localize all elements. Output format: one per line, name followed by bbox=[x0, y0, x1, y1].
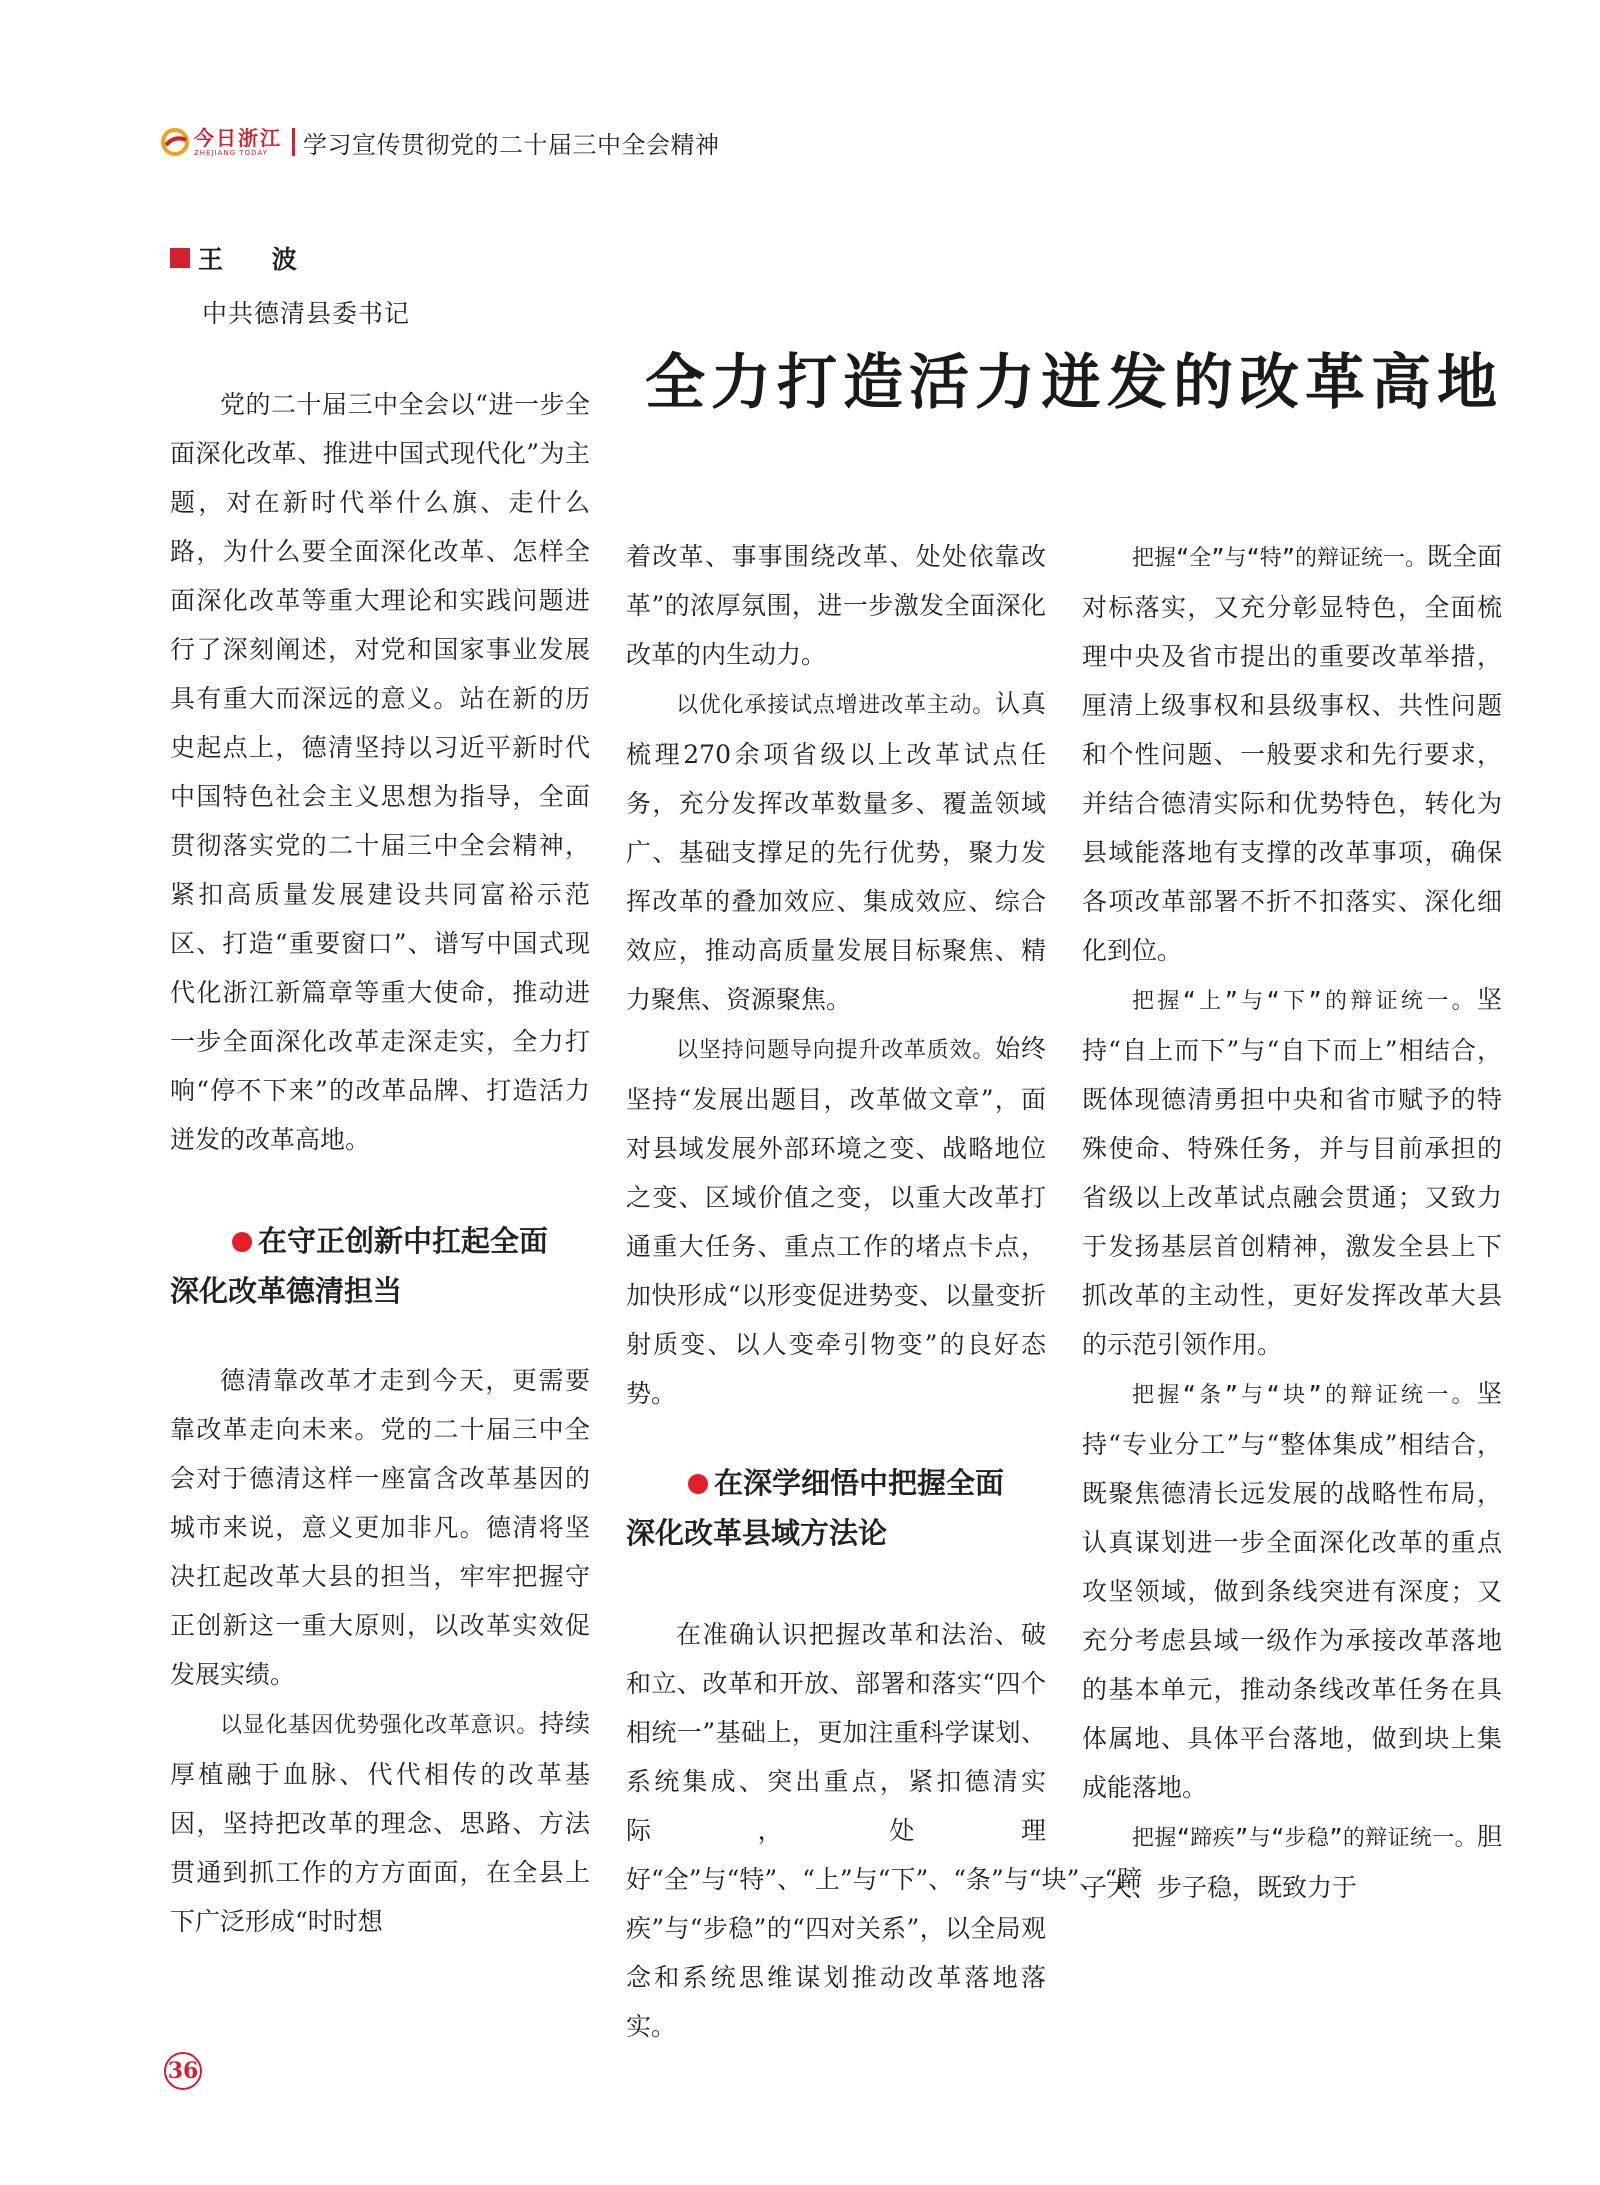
section-heading-1-line1: 在守正创新中扛起全面 bbox=[258, 1224, 549, 1258]
magazine-logo bbox=[160, 127, 282, 157]
paragraph-text: 持续厚植融于血脉、代代相传的改革基因，坚持把改革的理念、思路、方法贯通到抓工作的方方面面，在全县上下广泛形成“时时想 bbox=[170, 1709, 590, 1936]
paragraph-text: 认真梳理270余项省级以上改革试点任务，充分发挥改革数量多、覆盖领域广、基础支撑足的先行优势，聚力发挥改革的叠加效应、集成效应、综合效应，推动高质量发展目标聚焦、精力聚焦、资源聚焦。 bbox=[626, 689, 1046, 1014]
logo-text-en: ZHEJIANG TODAY bbox=[194, 148, 268, 157]
paragraph: 在准确认识把握改革和法治、破和立、改革和开放、部署和落实“四个相统一”基础上，更加注重科学谋划、系统集成、突出重点，紧扣德清实际，处理好“全”与“特”、“上”与“下”、“条”与“块”、“蹄疾”与“步稳”的“四对关系”，以全局观念和系统思维谋划推动改革落地落实。 bbox=[626, 1620, 1143, 2041]
page-header bbox=[160, 122, 720, 162]
logo-text-cn: 今日浙江 bbox=[194, 125, 282, 150]
paragraph bbox=[1082, 532, 1502, 975]
paragraph bbox=[170, 1699, 590, 1946]
paragraph-text: 坚持“自上而下”与“自下而上”相结合，既体现德清勇担中央和省市赋予的特殊使命、特殊任务，并与目前承担的省级以上改革试点融会贯通；又致力于发扬基层首创精神，激发全县上下抓改革的主动性，更好发挥改革大县的示范引领作用。 bbox=[1082, 985, 1502, 1359]
header-divider bbox=[292, 128, 295, 156]
article-title: 全力打造活力迸发的改革高地 bbox=[645, 348, 1503, 418]
section-heading-2-line1: 在深学细悟中把握全面 bbox=[714, 1466, 1005, 1500]
paragraph bbox=[1082, 1369, 1502, 1812]
intro-paragraph: 党的二十届三中全会以“进一步全面深化改革、推进中国式现代化”为主题，对在新时代举什么旗、走什么路，为什么要全面深化改革、怎样全面深化改革等重大理论和实践问题进行了深刻阐述，对党和国家事业发展具有重大而深远的意义。站在新的历史起点上，德清坚持以习近平新时代中国特色社会主义思想为指导，全面贯彻落实党的二十届三中全会精神，紧扣高质量发展建设共同富裕示范区、打造“重要窗口”、谱写中国式现代化浙江新篇章等重大使命，推动进一步全面深化改革走深走实，全力打响“停不下来”的改革品牌、打造活力迸发的改革高地。 bbox=[170, 390, 590, 1154]
section-heading-2 bbox=[626, 1458, 1046, 1558]
article-column-3 bbox=[1082, 532, 1502, 1912]
paragraph-keyword: 把握“全”与“特”的辩证统一。 bbox=[1132, 546, 1427, 571]
section-title: 学习宣传贯彻党的二十届三中全会精神 bbox=[303, 130, 720, 159]
section-heading-1-line2: 深化改革德清担当 bbox=[170, 1274, 403, 1308]
paragraph bbox=[626, 679, 1046, 1024]
paragraph bbox=[1082, 1812, 1502, 1912]
article-column-1 bbox=[170, 380, 590, 1946]
paragraph-text: 胆子大、步子稳，既致力于 bbox=[1082, 1822, 1502, 1902]
page-number: 36 bbox=[164, 2052, 202, 2090]
paragraph-keyword: 把握“条”与“块”的辩证统一。 bbox=[1132, 1383, 1477, 1408]
author-name-row bbox=[170, 240, 410, 276]
bullet-dot-icon bbox=[688, 1474, 708, 1494]
paragraph-text: 始终坚持“发展出题目，改革做文章”，面对县域发展外部环境之变、战略地位之变、区域价值之变，以重大改革打通重大任务、重点工作的堵点卡点，加快形成“以形变促进势变、以量变折射质变、以人变牵引物变”的良好态势。 bbox=[626, 1034, 1046, 1408]
paragraph bbox=[626, 1024, 1046, 1418]
paragraph-keyword: 以坚持问题导向提升改革质效。 bbox=[676, 1038, 996, 1063]
paragraph-keyword: 把握“蹄疾”与“步稳”的辩证统一。 bbox=[1132, 1826, 1477, 1851]
author-title: 中共德清县委书记 bbox=[202, 299, 411, 328]
paragraph-continued: 着改革、事事围绕改革、处处依靠改革”的浓厚氛围，进一步激发全面深化改革的内生动力。 bbox=[626, 542, 1046, 669]
paragraph-keyword: 以优化承接试点增进改革主动。 bbox=[676, 693, 996, 718]
bullet-dot-icon bbox=[232, 1232, 252, 1252]
paragraph bbox=[1082, 975, 1502, 1369]
author-marker-icon bbox=[170, 248, 190, 268]
paragraph-keyword: 把握“上”与“下”的辩证统一。 bbox=[1132, 989, 1477, 1014]
section-heading-2-line2: 深化改革县域方法论 bbox=[626, 1516, 888, 1550]
paragraph: 德清靠改革才走到今天，更需要靠改革走向未来。党的二十届三中全会对于德清这样一座富含改革基因的城市来说，意义更加非凡。德清将坚决扛起改革大县的担当，牢牢把握守正创新这一重大原则，以改革实效促发展实绩。 bbox=[170, 1366, 590, 1689]
paragraph-keyword: 以显化基因优势强化改革意识。 bbox=[220, 1713, 540, 1738]
paragraph-text: 坚持“专业分工”与“整体集成”相结合，既聚焦德清长远发展的战略性布局，认真谋划进一步全面深化改革的重点攻坚领域，做到条线突进有深度；又充分考虑县域一级作为承接改革落地的基本单元，推动条线改革任务在具体属地、具体平台落地，做到块上集成能落地。 bbox=[1082, 1379, 1502, 1802]
paragraph-text: 既全面对标落实，又充分彰显特色，全面梳理中央及省市提出的重要改革举措，厘清上级事权和县级事权、共性问题和个性问题、一般要求和先行要求，并结合德清实际和优势特色，转化为县域能落地有支撑的改革事项，确保各项改革部署不折不扣落实、深化细化到位。 bbox=[1082, 542, 1502, 965]
article-column-2 bbox=[626, 532, 1143, 2051]
author-name: 王 波 bbox=[198, 245, 317, 274]
section-heading-1 bbox=[170, 1216, 590, 1316]
author-block bbox=[170, 240, 410, 330]
logo-icon bbox=[160, 127, 190, 157]
